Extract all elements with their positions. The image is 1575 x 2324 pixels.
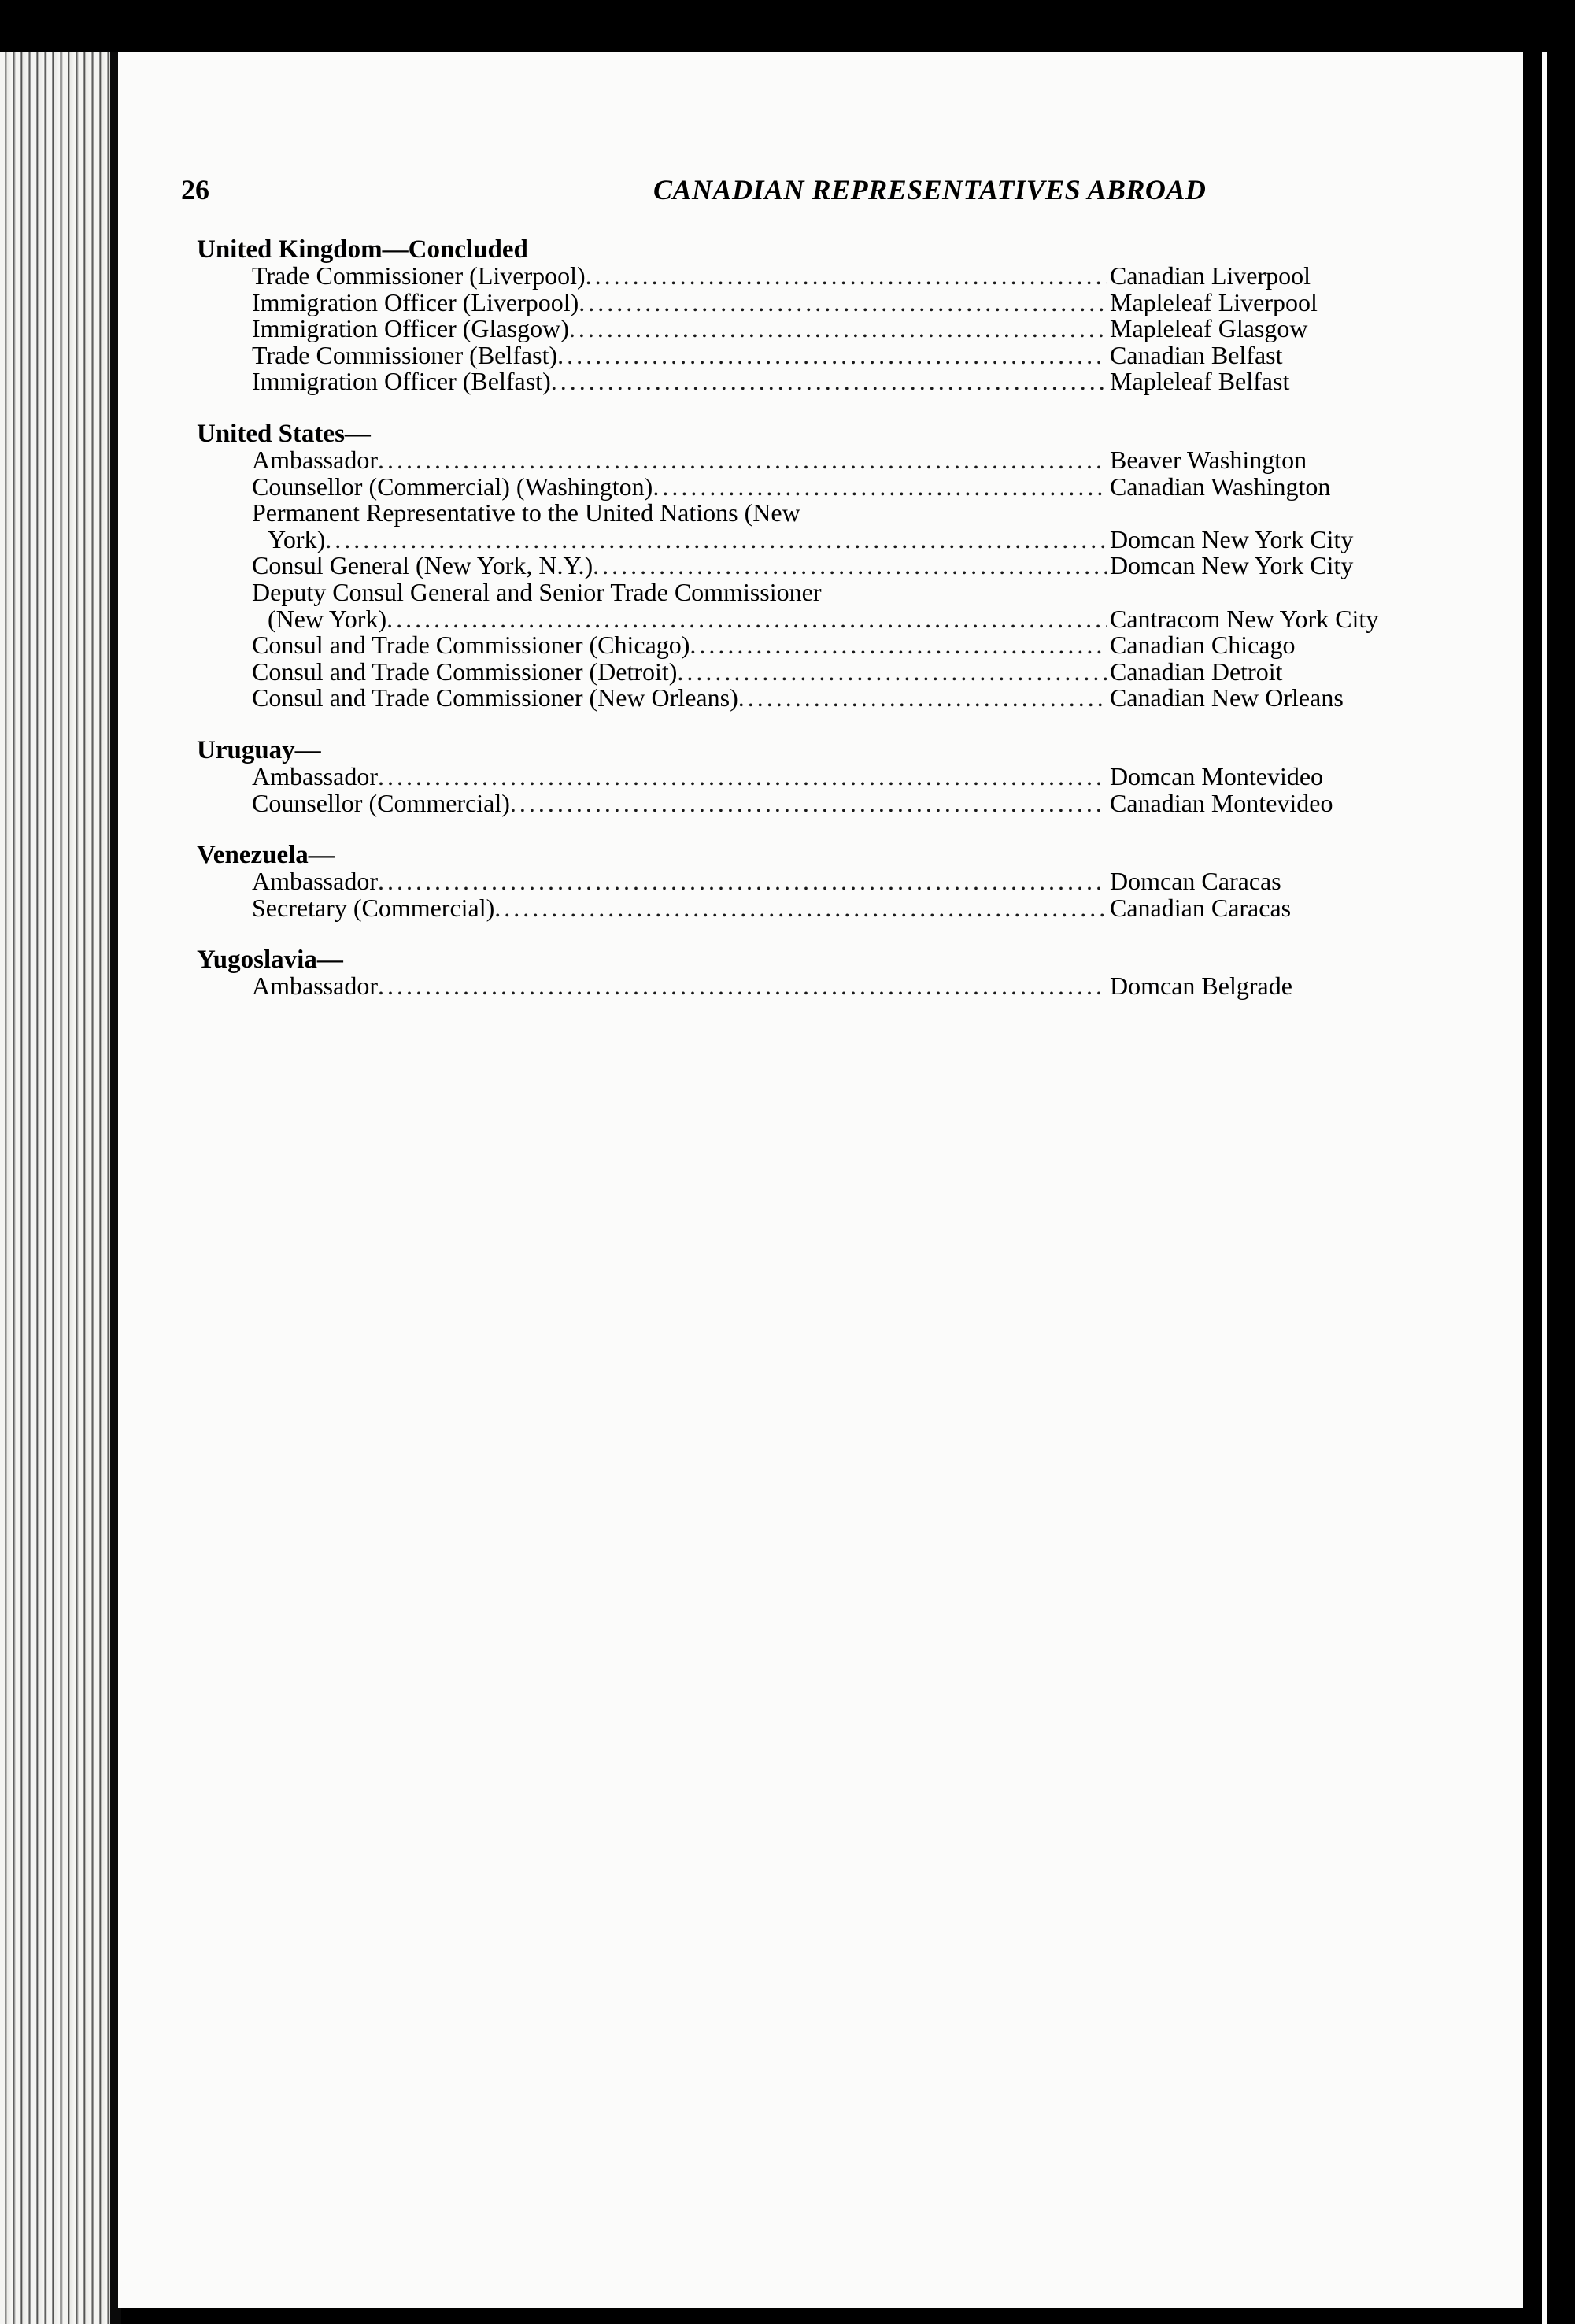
representative-entry xyxy=(197,632,1425,659)
cable-address: Domcan New York City xyxy=(1110,524,1354,553)
position-title: Consul and Trade Commissioner (Detroit) xyxy=(252,657,678,686)
entry-line xyxy=(197,632,1425,659)
representative-entry xyxy=(197,761,1425,790)
cable-address: Canadian Montevideo xyxy=(1110,788,1333,817)
position-title: York) xyxy=(268,524,326,553)
dot-leader xyxy=(593,553,1107,579)
country-heading: Yugoslavia— xyxy=(197,946,343,975)
entry-line xyxy=(197,685,1425,712)
representative-entry xyxy=(197,287,1425,316)
cable-address: Mapleleaf Glasgow xyxy=(1110,314,1308,343)
entry-line xyxy=(197,316,1425,342)
representative-entry xyxy=(197,973,1425,1000)
representative-entry xyxy=(197,263,1425,290)
position-title: Secretary (Commercial) xyxy=(252,893,495,922)
representative-entry xyxy=(197,474,1425,501)
entry-line xyxy=(197,447,1425,474)
cable-address: Beaver Washington xyxy=(1110,445,1307,474)
entry-line xyxy=(197,524,1425,553)
position-title: Trade Commissioner (Liverpool) xyxy=(252,261,586,290)
dot-leader xyxy=(690,632,1107,659)
entry-line xyxy=(197,553,1425,579)
representative-entry xyxy=(197,685,1425,712)
cable-address: Domcan Montevideo xyxy=(1110,761,1324,790)
dot-leader xyxy=(325,527,1107,553)
cable-address: Canadian Caracas xyxy=(1110,893,1292,922)
page-right-edge xyxy=(1523,52,1575,2324)
entry-line xyxy=(197,368,1425,395)
representative-entry xyxy=(197,790,1425,817)
country-section xyxy=(197,946,1425,1000)
entry-line xyxy=(197,579,1425,606)
running-title: CANADIAN REPRESENTATIVES ABROAD xyxy=(653,174,1207,205)
dot-leader xyxy=(551,368,1107,395)
representative-entry xyxy=(197,342,1425,369)
page-header xyxy=(181,173,1322,220)
cable-address: Mapleleaf Liverpool xyxy=(1110,287,1318,316)
entry-line xyxy=(197,500,1425,527)
representative-entry xyxy=(197,868,1425,895)
position-title: Ambassador xyxy=(252,867,378,896)
dot-leader xyxy=(586,263,1107,290)
country-section xyxy=(197,737,1425,816)
country-heading: Uruguay— xyxy=(197,735,321,764)
dot-leader xyxy=(569,316,1107,342)
position-title: Ambassador xyxy=(252,445,378,474)
country-section xyxy=(197,420,1425,712)
book-binding-edge xyxy=(0,52,118,2324)
country-heading: United Kingdom—Concluded xyxy=(197,235,528,264)
dot-leader xyxy=(579,290,1107,316)
dot-leader xyxy=(378,764,1107,790)
country-heading: United States— xyxy=(197,419,371,448)
dot-leader xyxy=(510,790,1107,817)
position-title: Ambassador xyxy=(252,971,378,1001)
entry-line xyxy=(197,474,1425,501)
cable-address: Canadian Belfast xyxy=(1110,340,1283,369)
entry-line xyxy=(197,263,1425,290)
representative-entry xyxy=(197,553,1425,579)
representative-entry xyxy=(197,447,1425,474)
entry-line xyxy=(197,895,1425,922)
representative-entry xyxy=(197,500,1425,553)
dot-leader xyxy=(653,474,1107,501)
entry-line xyxy=(197,868,1425,895)
position-title: Deputy Consul General and Senior Trade Commissioner xyxy=(252,577,822,606)
position-title: Consul and Trade Commissioner (Chicago) xyxy=(252,631,690,660)
position-title: Consul General (New York, N.Y.) xyxy=(252,551,593,580)
position-title: Counsellor (Commercial) xyxy=(252,788,510,817)
dot-leader xyxy=(677,659,1107,686)
entry-line xyxy=(197,790,1425,817)
position-title: Counsellor (Commercial) (Washington) xyxy=(252,472,653,501)
representative-entry xyxy=(197,316,1425,342)
cable-address: Canadian New Orleans xyxy=(1110,683,1344,712)
page-number: 26 xyxy=(181,174,209,205)
dot-leader xyxy=(378,868,1107,895)
dot-leader xyxy=(494,895,1107,922)
entry-line xyxy=(197,761,1425,790)
entry-line xyxy=(197,287,1425,316)
entry-line xyxy=(197,659,1425,686)
position-title: Consul and Trade Commissioner (New Orleans) xyxy=(252,683,738,712)
position-title: Immigration Officer (Liverpool) xyxy=(252,287,579,316)
position-title: Permanent Representative to the United Nations (New xyxy=(252,498,800,527)
position-title: Trade Commissioner (Belfast) xyxy=(252,340,558,369)
cable-address: Canadian Chicago xyxy=(1110,631,1296,660)
cable-address: Domcan Belgrade xyxy=(1110,971,1292,1001)
representative-entry xyxy=(197,368,1425,395)
dot-leader xyxy=(378,447,1107,474)
country-section xyxy=(197,842,1425,921)
cable-address: Canadian Washington xyxy=(1110,472,1331,501)
position-title: Immigration Officer (Belfast) xyxy=(252,367,551,396)
representative-entry xyxy=(197,579,1425,632)
representative-entry xyxy=(197,659,1425,686)
dot-leader xyxy=(386,606,1107,633)
position-title: (New York) xyxy=(268,604,387,633)
cable-address: Canadian Liverpool xyxy=(1110,261,1311,290)
country-heading: Venezuela— xyxy=(197,841,335,870)
entry-line xyxy=(197,606,1425,633)
cable-address: Domcan Caracas xyxy=(1110,867,1281,896)
dot-leader xyxy=(557,342,1107,369)
cable-address: Canadian Detroit xyxy=(1110,657,1283,686)
page-right-edge-highlight xyxy=(1542,52,1547,2324)
dot-leader xyxy=(738,685,1107,712)
cable-address: Cantracom New York City xyxy=(1110,604,1379,633)
directory-listing xyxy=(197,236,1425,1025)
cable-address: Mapleleaf Belfast xyxy=(1110,367,1290,396)
entry-line xyxy=(197,342,1425,369)
position-title: Immigration Officer (Glasgow) xyxy=(252,314,569,343)
country-section xyxy=(197,236,1425,395)
cable-address: Domcan New York City xyxy=(1110,551,1354,580)
position-title: Ambassador xyxy=(252,761,378,790)
entry-line xyxy=(197,973,1425,1000)
dot-leader xyxy=(378,973,1107,1000)
representative-entry xyxy=(197,895,1425,922)
